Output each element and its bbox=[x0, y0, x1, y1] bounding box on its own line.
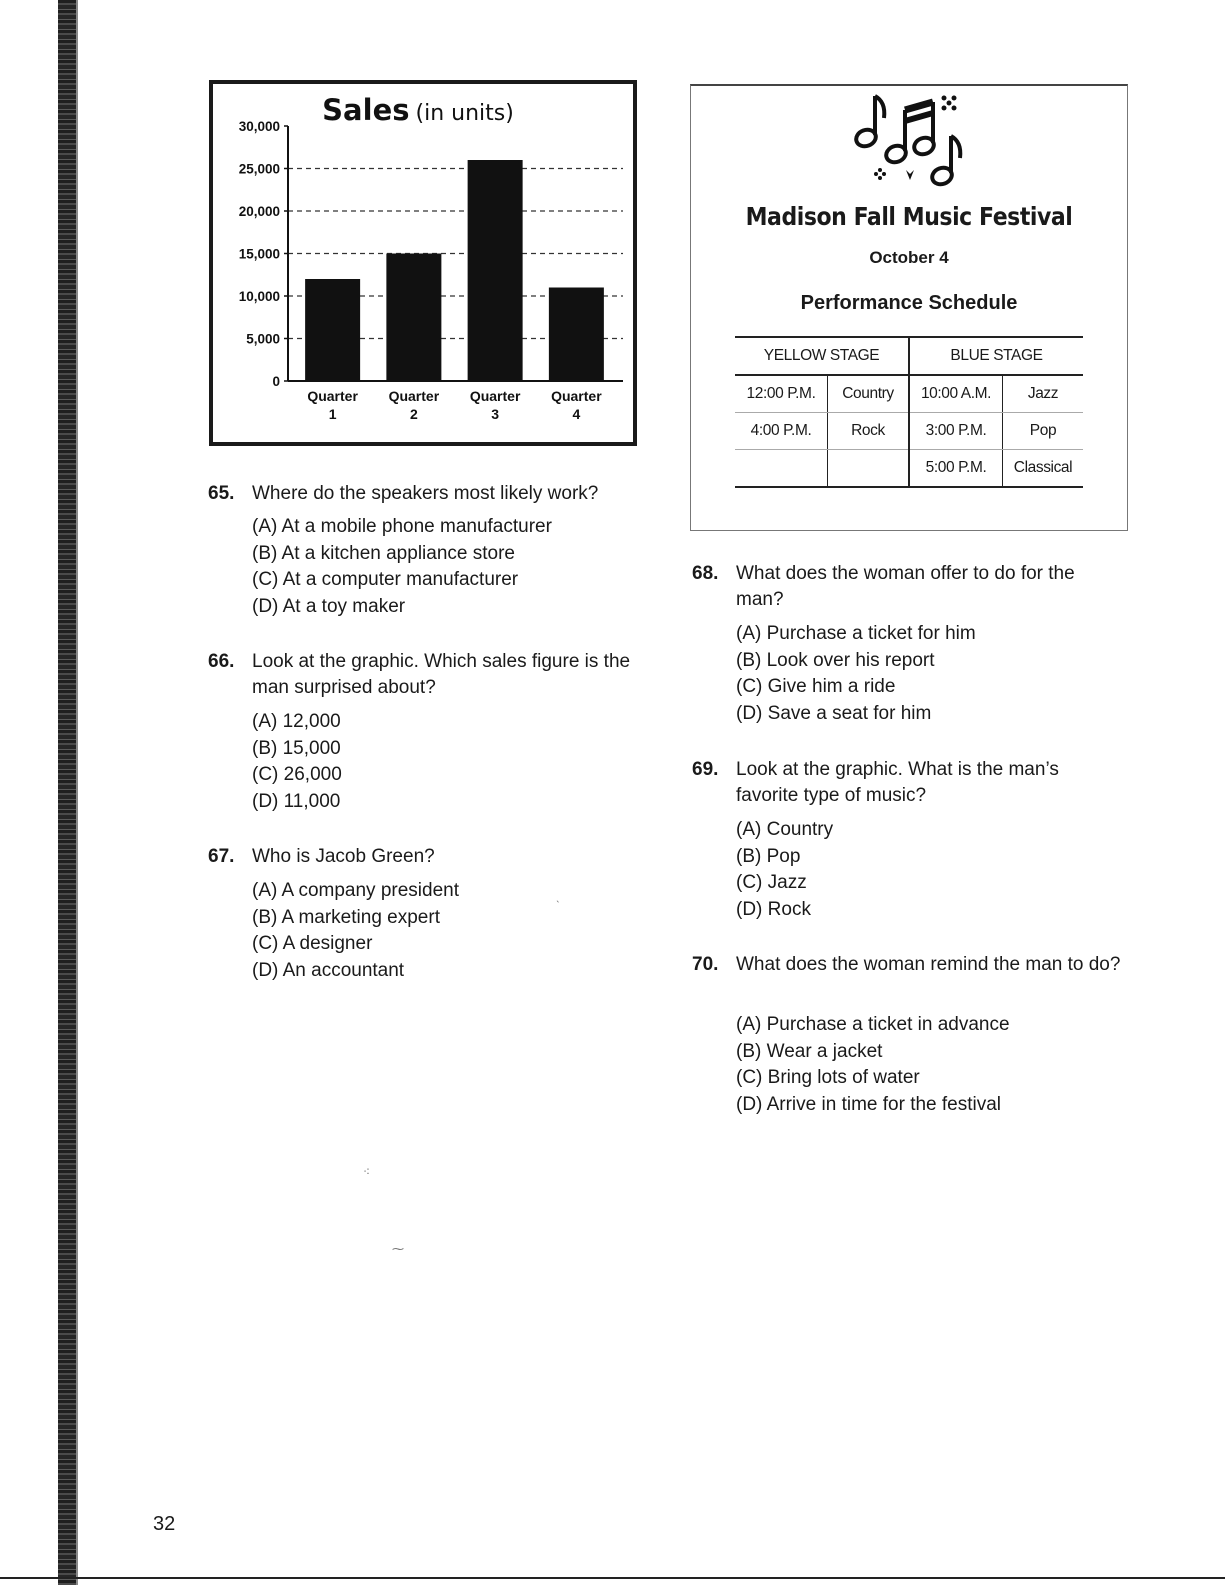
question-67 bbox=[208, 844, 648, 984]
binding-shadow bbox=[76, 0, 78, 1585]
blue-stage-header: BLUE STAGE bbox=[909, 337, 1083, 375]
option-d[interactable]: (D) Save a seat for him bbox=[736, 703, 932, 725]
y-tick-label: 10,000 bbox=[238, 289, 280, 304]
schedule-heading: Performance Schedule bbox=[800, 292, 1018, 314]
question-number: 70. bbox=[692, 954, 719, 975]
question-number: 67. bbox=[208, 846, 235, 867]
schedule-cell: Pop bbox=[1003, 413, 1084, 450]
table-header-row bbox=[735, 337, 1083, 375]
table-row bbox=[735, 450, 1083, 488]
schedule-cell: 3:00 P.M. bbox=[909, 413, 1003, 450]
option-a[interactable]: (A) Purchase a ticket in advance bbox=[736, 1014, 1010, 1035]
option-c[interactable]: (C) Bring lots of water bbox=[736, 1067, 920, 1089]
question-68 bbox=[692, 561, 1132, 731]
y-tick-label: 5,000 bbox=[246, 331, 280, 347]
schedule-cell: Rock bbox=[828, 413, 910, 450]
schedule-cell: Country bbox=[828, 375, 910, 413]
question-number: 66. bbox=[208, 651, 235, 672]
y-tick-label: 0 bbox=[272, 374, 280, 389]
schedule-cell: 5:00 P.M. bbox=[909, 450, 1003, 488]
chart-title bbox=[322, 93, 514, 127]
music-notes-icon bbox=[846, 88, 986, 196]
yellow-stage-header: YELLOW STAGE bbox=[735, 337, 909, 375]
question-number: 65. bbox=[208, 483, 235, 504]
option-c[interactable]: (C) Jazz bbox=[736, 872, 807, 894]
option-c[interactable]: (C) A designer bbox=[252, 933, 373, 955]
bar-2 bbox=[386, 254, 441, 382]
chart-subtitle: (in units) bbox=[415, 101, 514, 126]
option-b[interactable]: (B) At a kitchen appliance store bbox=[252, 542, 515, 564]
performance-schedule-table bbox=[735, 336, 1083, 488]
question-number: 69. bbox=[692, 759, 719, 780]
page-bottom-rule bbox=[0, 1577, 1225, 1579]
option-a[interactable]: (A) A company president bbox=[252, 880, 459, 901]
y-tick-label: 30,000 bbox=[238, 119, 280, 134]
option-b[interactable]: (B) Look over his report bbox=[736, 649, 935, 671]
schedule-cell: Jazz bbox=[1003, 375, 1084, 413]
question-stem: Where do the speakers most likely work? bbox=[252, 483, 599, 504]
answer-options bbox=[736, 817, 833, 924]
x-tick-label-number: 4 bbox=[572, 406, 581, 422]
option-b[interactable]: (B) A marketing expert bbox=[252, 906, 440, 928]
option-a[interactable]: (A) Purchase a ticket for him bbox=[736, 623, 976, 644]
chart-title-main: Sales bbox=[322, 93, 410, 127]
question-stem: Look at the graphic. What is the man’s favorite type of music? bbox=[736, 759, 1059, 806]
y-tick-label: 20,000 bbox=[238, 204, 280, 219]
schedule-cell bbox=[828, 450, 910, 488]
answer-options bbox=[252, 514, 552, 621]
option-d[interactable]: (D) 11,000 bbox=[252, 791, 341, 813]
x-tick-label: Quarter bbox=[307, 388, 358, 404]
option-a[interactable]: (A) Country bbox=[736, 819, 834, 840]
question-65 bbox=[208, 481, 648, 621]
option-c[interactable]: (C) 26,000 bbox=[252, 764, 342, 786]
table-row bbox=[735, 413, 1083, 450]
question-stem: What does the woman offer to do for the man? bbox=[736, 563, 1075, 610]
option-d[interactable]: (D) An accountant bbox=[252, 960, 405, 982]
festival-date: October 4 bbox=[869, 248, 949, 267]
option-c[interactable]: (C) Give him a ride bbox=[736, 676, 896, 698]
option-d[interactable]: (D) Rock bbox=[736, 899, 811, 921]
festival-poster bbox=[690, 84, 1128, 531]
x-tick-label: Quarter bbox=[469, 388, 521, 404]
bar-1 bbox=[305, 279, 360, 381]
answer-options bbox=[252, 878, 459, 985]
x-tick-label-number: 1 bbox=[328, 406, 337, 422]
option-d[interactable]: (D) Arrive in time for the festival bbox=[736, 1094, 1002, 1116]
option-b[interactable]: (B) 15,000 bbox=[252, 737, 341, 759]
bar-3 bbox=[468, 160, 523, 381]
question-69 bbox=[692, 757, 1132, 927]
x-tick-label: Quarter bbox=[551, 388, 602, 404]
schedule-cell: 12:00 P.M. bbox=[735, 375, 828, 413]
schedule-cell: 4:00 P.M. bbox=[735, 413, 828, 450]
schedule-cell: Classical bbox=[1003, 450, 1084, 488]
question-number: 68. bbox=[692, 563, 719, 584]
x-tick-label: Quarter bbox=[388, 388, 440, 404]
question-66 bbox=[208, 649, 648, 819]
option-b[interactable]: (B) Wear a jacket bbox=[736, 1040, 883, 1062]
schedule-cell bbox=[735, 450, 828, 488]
question-stem: Who is Jacob Green? bbox=[252, 846, 435, 867]
sales-chart-svg bbox=[213, 84, 633, 442]
option-b[interactable]: (B) Pop bbox=[736, 845, 801, 867]
x-tick-label-number: 3 bbox=[491, 406, 500, 422]
answer-options bbox=[252, 709, 342, 816]
scan-speck: ˎ bbox=[556, 889, 560, 903]
question-stem: What does the woman remind the man to do? bbox=[736, 954, 1121, 975]
festival-title: Madison Fall Music Festival bbox=[745, 202, 1073, 231]
schedule-cell: 10:00 A.M. bbox=[909, 375, 1003, 413]
x-tick-label-number: 2 bbox=[409, 406, 418, 422]
table-row bbox=[735, 375, 1083, 413]
option-c[interactable]: (C) At a computer manufacturer bbox=[252, 569, 519, 591]
scan-speck: ⁖ bbox=[363, 1165, 371, 1179]
question-70 bbox=[692, 952, 1132, 1122]
y-tick-label: 25,000 bbox=[238, 161, 280, 177]
page-binding-edge bbox=[58, 0, 76, 1585]
scan-speck: ⁓ bbox=[392, 1242, 404, 1256]
sales-chart bbox=[209, 80, 637, 446]
option-d[interactable]: (D) At a toy maker bbox=[252, 596, 406, 618]
answer-options bbox=[736, 621, 976, 728]
bar-4 bbox=[549, 288, 604, 382]
page-number: 32 bbox=[153, 1513, 176, 1535]
y-tick-label: 15,000 bbox=[238, 246, 280, 262]
option-a[interactable]: (A) 12,000 bbox=[252, 711, 341, 732]
question-stem: Look at the graphic. Which sales figure is the man surprised about? bbox=[252, 651, 631, 698]
answer-options bbox=[736, 1012, 1010, 1119]
option-a[interactable]: (A) At a mobile phone manufacturer bbox=[252, 516, 552, 537]
